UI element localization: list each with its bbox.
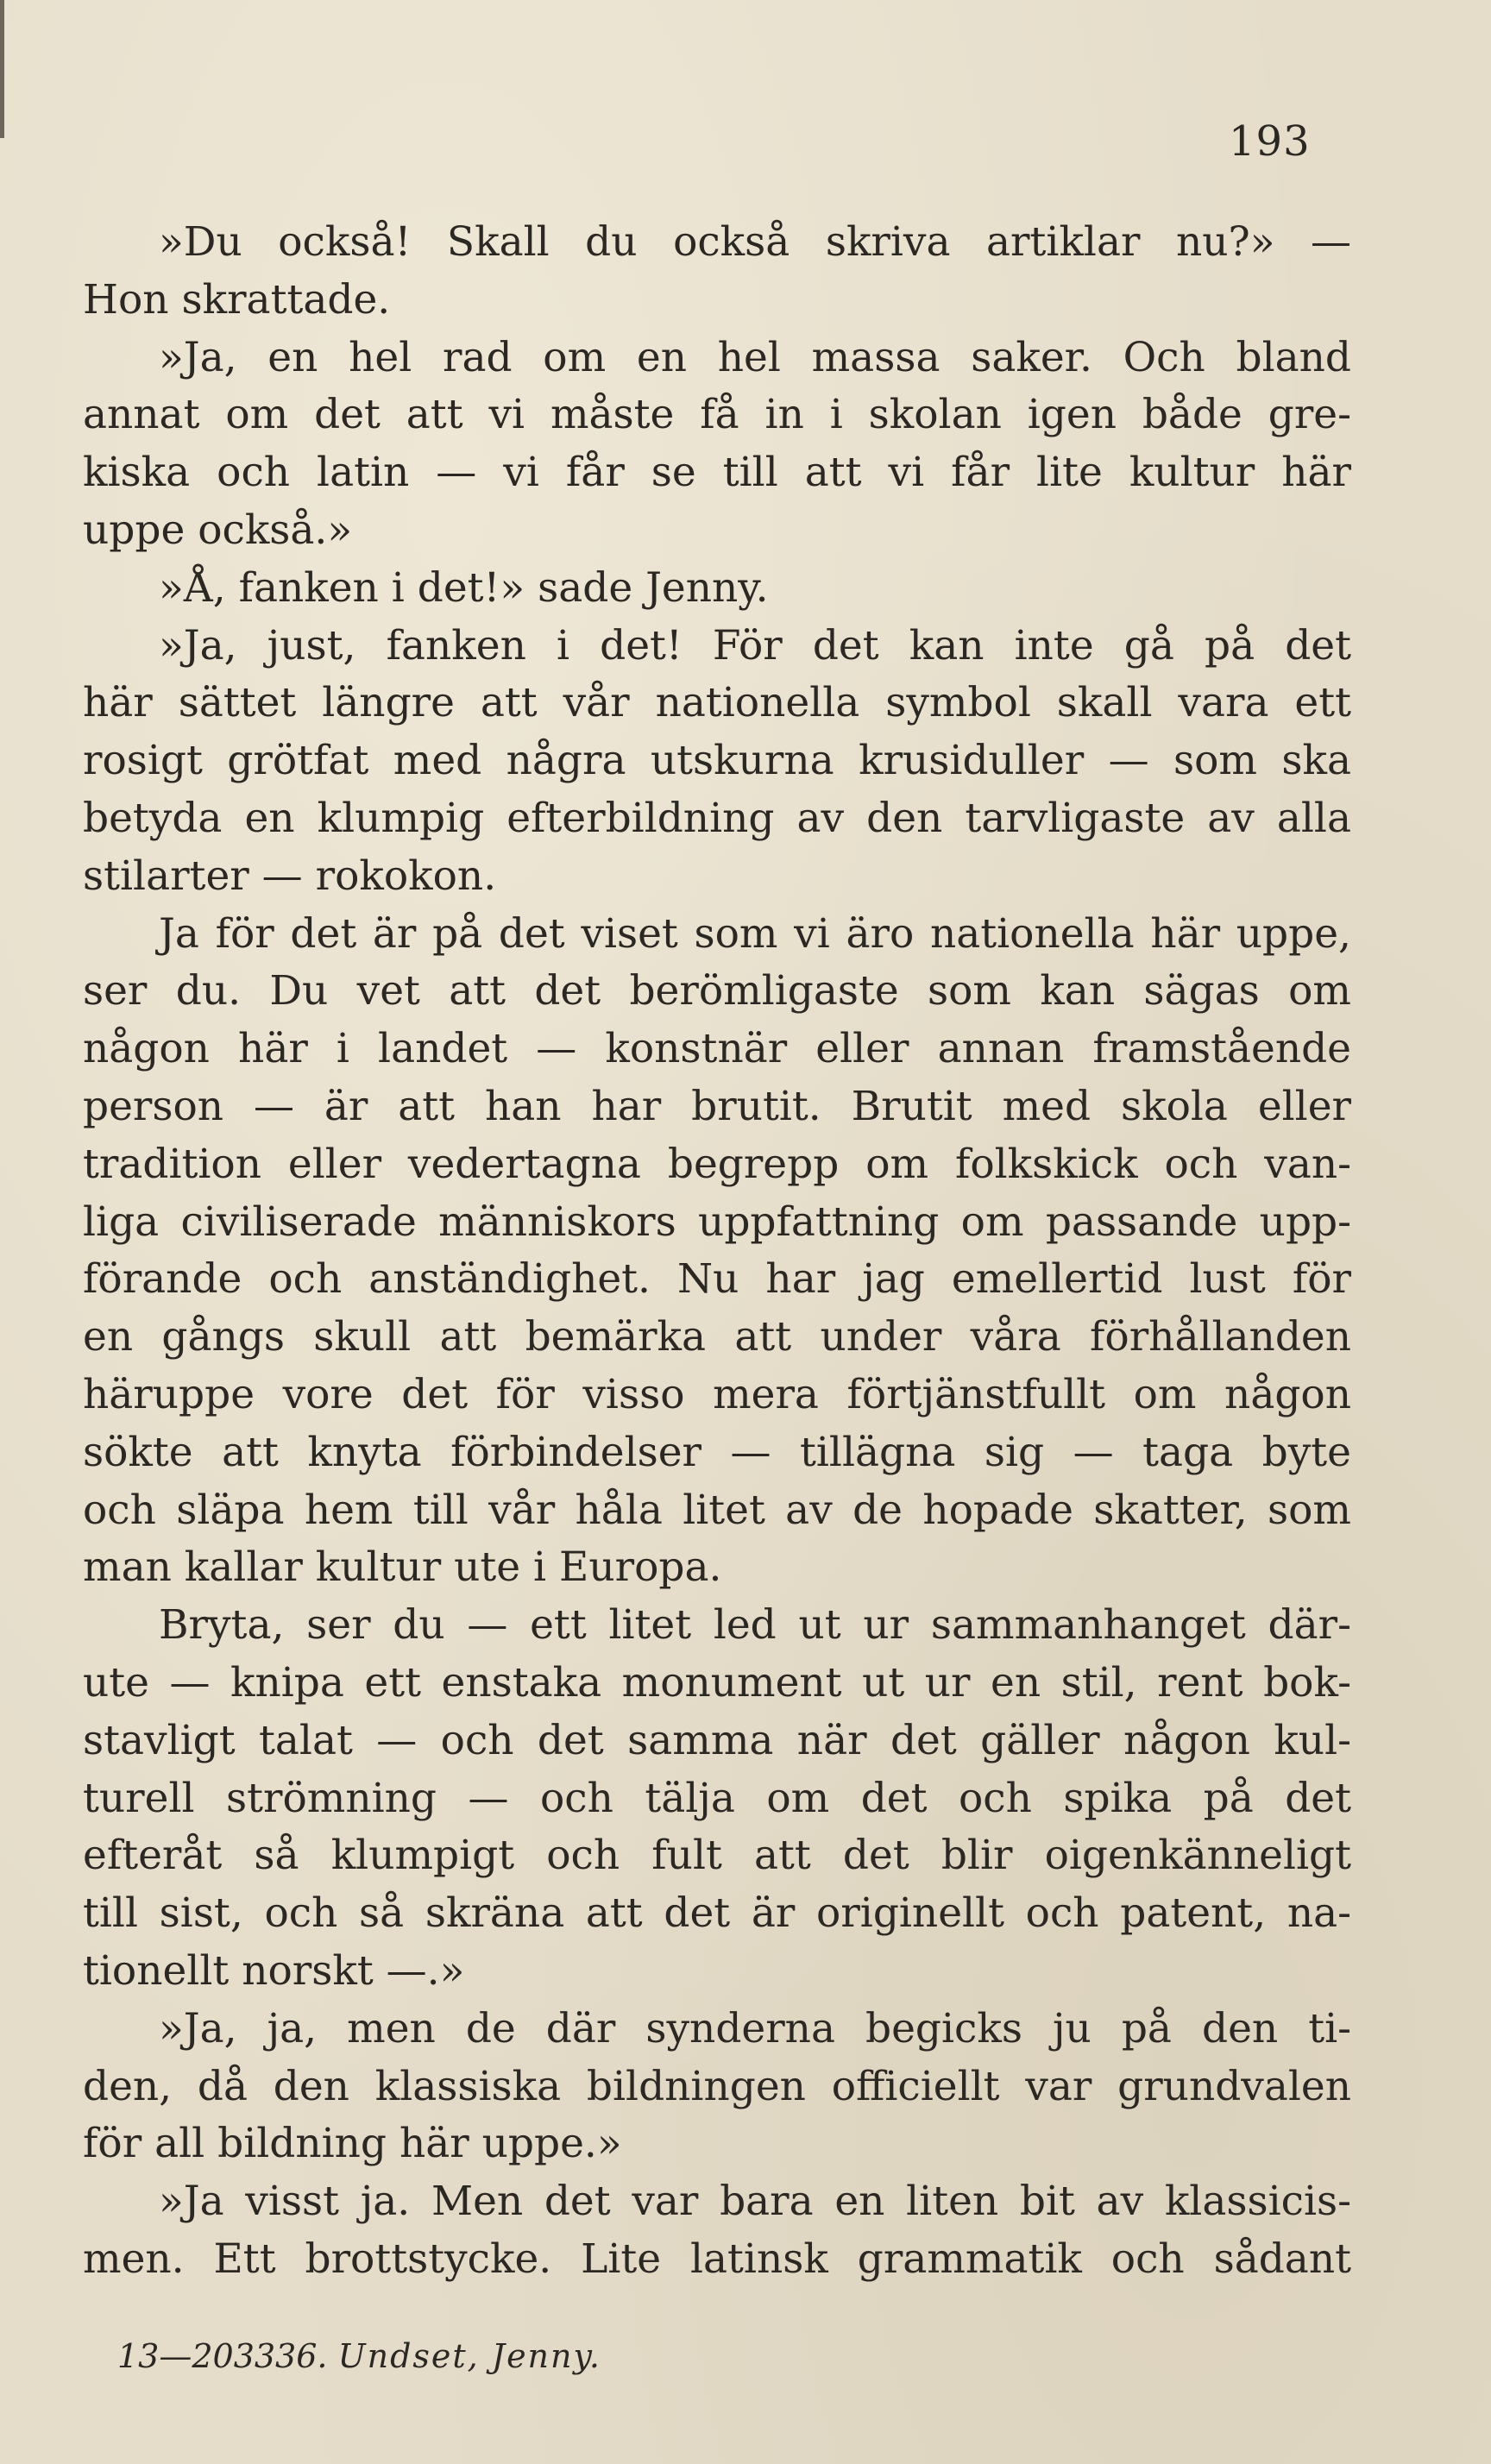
text-line: här sättet längre att vår nationella symbol skall vara ett <box>83 679 1351 727</box>
text-line: »Du också! Skall du också skriva artiklar nu?» — <box>159 218 1351 266</box>
text-line: häruppe vore det för visso mera förtjänstfullt om någon <box>83 1370 1351 1418</box>
signature-mark: 13—203336. <box>117 2337 328 2375</box>
text-line: rosigt grötfat med några utskurna krusiduller — som ska <box>83 737 1351 785</box>
text-line: förande och anständighet. Nu har jag emellertid lust för <box>83 1255 1351 1304</box>
running-author: Undset, Jenny. <box>337 2337 602 2375</box>
text-line: stavligt talat — och det samma när det gäller någon kul- <box>83 1716 1351 1764</box>
text-line: man kallar kultur ute i Europa. <box>83 1543 722 1592</box>
text-line: Ja för det är på det viset som vi äro nationella här uppe, <box>159 909 1351 958</box>
page-edge-shadow <box>0 0 4 138</box>
text-line: liga civiliserade människors uppfattning om passande upp- <box>83 1197 1351 1246</box>
text-line: en gångs skull att bemärka att under våra förhållanden <box>83 1313 1351 1361</box>
text-line: stilarter — rokokon. <box>83 852 497 900</box>
text-line: »Ja, just, fanken i det! För det kan inte gå på det <box>159 621 1351 669</box>
text-line: och släpa hem till vår håla litet av de hopade skatter, som <box>83 1486 1351 1534</box>
text-line: sökte att knyta förbindelser — tillägna sig — taga byte <box>83 1428 1351 1476</box>
text-line: ute — knipa ett enstaka monument ut ur en stil, rent bok- <box>83 1658 1351 1707</box>
text-line: Bryta, ser du — ett litet led ut ur sammanhanget där- <box>159 1601 1351 1650</box>
text-line: »Ja, en hel rad om en hel massa saker. Och bland <box>159 333 1351 381</box>
text-line: turell strömning — och tälja om det och spika på det <box>83 1774 1351 1822</box>
text-line: person — är att han har brutit. Brutit med skola eller <box>83 1082 1351 1130</box>
page-number: 193 <box>1229 117 1311 166</box>
text-line: uppe också.» <box>83 506 353 554</box>
text-line: annat om det att vi måste få in i skolan igen både gre- <box>83 391 1351 439</box>
text-line: »Ja visst ja. Men det var bara en liten bit av klassicis- <box>159 2178 1351 2226</box>
text-line: för all bildning här uppe.» <box>83 2120 622 2168</box>
text-line: »Å, fanken i det!» sade Jenny. <box>159 563 769 612</box>
text-line: »Ja, ja, men de där synderna begicks ju på den ti- <box>159 2004 1351 2052</box>
text-line: kiska och latin — vi får se till att vi får lite kultur här <box>83 449 1351 497</box>
text-line: ser du. Du vet att det berömligaste som kan sägas om <box>83 967 1351 1015</box>
text-line: efteråt så klumpigt och fult att det blir oigenkänneligt <box>83 1832 1351 1880</box>
text-line: till sist, och så skräna att det är originellt och patent, na- <box>83 1889 1351 1938</box>
text-line: någon här i landet — konstnär eller annan framstående <box>83 1025 1351 1073</box>
text-line: tionellt norskt —.» <box>83 1946 465 1995</box>
text-line: den, då den klassiska bildningen officiellt var grundvalen <box>83 2062 1351 2110</box>
text-line: tradition eller vedertagna begrepp om folkskick och van- <box>83 1140 1351 1188</box>
body-text <box>83 214 1351 2289</box>
text-line: betyda en klumpig efterbildning av den tarvligaste av alla <box>83 794 1351 842</box>
printer-signature-footer <box>117 2337 602 2375</box>
text-line: Hon skrattade. <box>83 275 391 324</box>
text-line: men. Ett brottstycke. Lite latinsk grammatik och sådant <box>83 2235 1351 2283</box>
